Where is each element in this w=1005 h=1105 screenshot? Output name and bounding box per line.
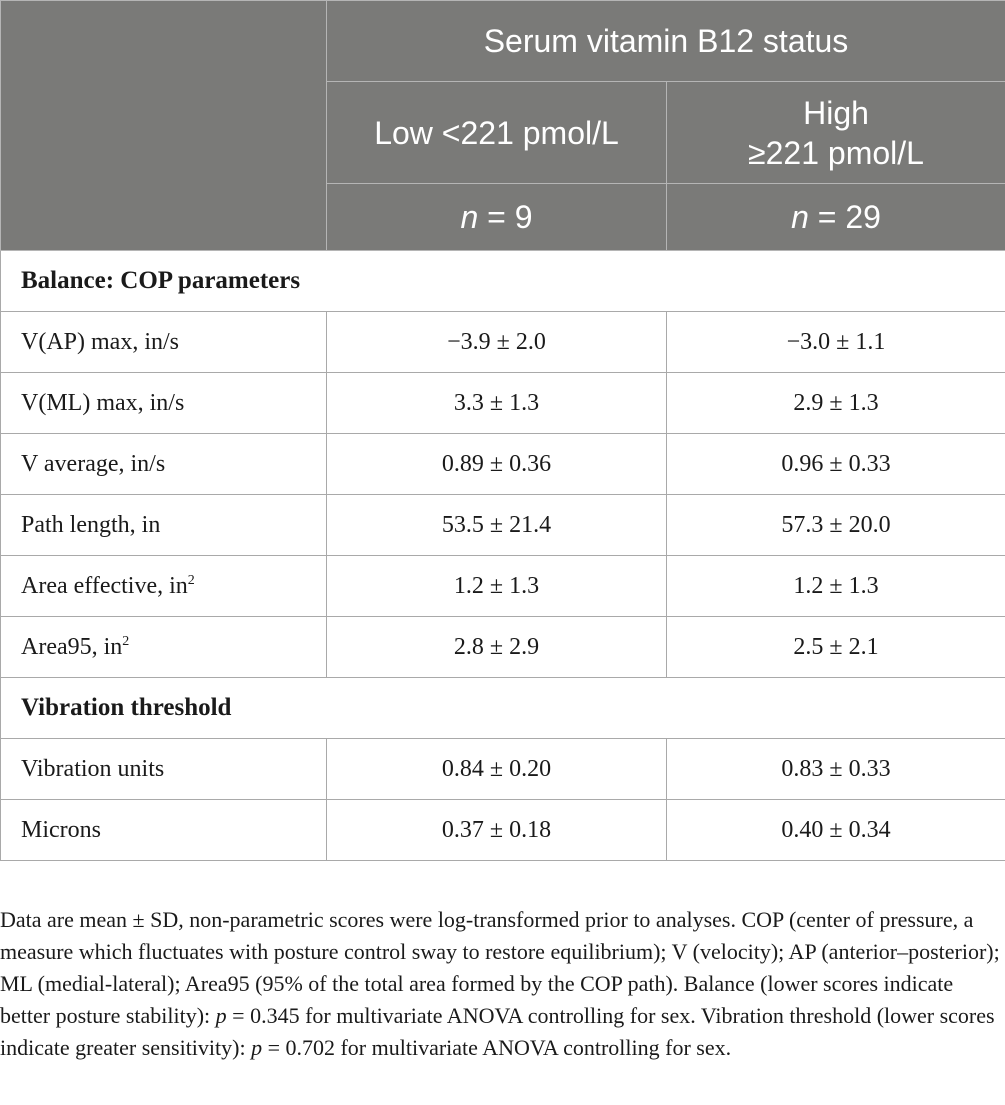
low-value: 0.37 ± 0.18 [327, 800, 667, 861]
section-heading-balance: Balance: COP parameters [1, 251, 1005, 312]
low-value: 0.84 ± 0.20 [327, 739, 667, 800]
low-value: −3.9 ± 2.0 [327, 312, 667, 373]
low-value: 1.2 ± 1.3 [327, 556, 667, 617]
low-value: 53.5 ± 21.4 [327, 495, 667, 556]
header-low-label: Low <221 pmol/L [327, 82, 667, 184]
high-value: 0.40 ± 0.34 [667, 800, 1005, 861]
header-high-n-value: = 29 [817, 198, 881, 235]
table-row [1, 495, 1005, 556]
p-symbol: p [215, 1003, 227, 1028]
row-label: Microns [1, 800, 327, 861]
header-high-label-line1: High [803, 94, 869, 131]
high-value: 0.96 ± 0.33 [667, 434, 1005, 495]
table-row [1, 312, 1005, 373]
high-value: 57.3 ± 20.0 [667, 495, 1005, 556]
table-body [1, 251, 1005, 861]
table-row [1, 800, 1005, 861]
header-low-n-value: = 9 [487, 198, 533, 235]
row-label-cell [1, 556, 327, 617]
table-row [1, 739, 1005, 800]
superscript: 2 [122, 633, 130, 649]
header-high-label-line2: ≥221 pmol/L [748, 134, 924, 171]
row-label: Area effective, in [21, 572, 188, 599]
footnote-text-2: = 0.345 for multivariate ANOVA controlling for sex. Vibration threshold (lower scores indicate greater sensitivity): [0, 1003, 995, 1060]
table-row [1, 434, 1005, 495]
low-value: 2.8 ± 2.9 [327, 617, 667, 678]
footnote-text-3: = 0.702 for multivariate ANOVA controlling for sex. [262, 1035, 732, 1060]
low-value: 3.3 ± 1.3 [327, 373, 667, 434]
high-value: 2.5 ± 2.1 [667, 617, 1005, 678]
header-high-n-symbol: n [791, 198, 809, 235]
row-label: V(AP) max, in/s [1, 312, 327, 373]
header-group-title: Serum vitamin B12 status [327, 1, 1005, 82]
high-value: 1.2 ± 1.3 [667, 556, 1005, 617]
high-value: 0.83 ± 0.33 [667, 739, 1005, 800]
footnote-text-1: Data are mean ± SD, non-parametric scores were log-transformed prior to analyses. COP (center of pressure, a measure which fluctuates with posture control sway to restore equilibrium); V (velocity); AP (anterior–posterior); ML (medial-lateral); Area95 (95% of the total area formed by the COP path). Balance (lower scores indicate better posture stability): [0, 907, 1000, 1028]
table-row [1, 617, 1005, 678]
header-low-n [327, 184, 667, 251]
row-label: V average, in/s [1, 434, 327, 495]
row-label: Path length, in [1, 495, 327, 556]
high-value: −3.0 ± 1.1 [667, 312, 1005, 373]
row-label: Area95, in [21, 633, 123, 660]
row-label: V(ML) max, in/s [1, 373, 327, 434]
header-high-label [667, 82, 1005, 184]
section-heading-vibration: Vibration threshold [1, 678, 1005, 739]
p-symbol: p [251, 1035, 263, 1060]
high-value: 2.9 ± 1.3 [667, 373, 1005, 434]
header-low-n-symbol: n [460, 198, 479, 235]
header-corner-cell [1, 1, 327, 251]
table-row [1, 373, 1005, 434]
table-row [1, 556, 1005, 617]
table-footnote [0, 904, 1003, 1064]
low-value: 0.89 ± 0.36 [327, 434, 667, 495]
row-label: Vibration units [1, 739, 327, 800]
superscript: 2 [187, 572, 195, 588]
row-label-cell [1, 617, 327, 678]
table-header [1, 1, 1005, 251]
header-high-n [667, 184, 1005, 251]
